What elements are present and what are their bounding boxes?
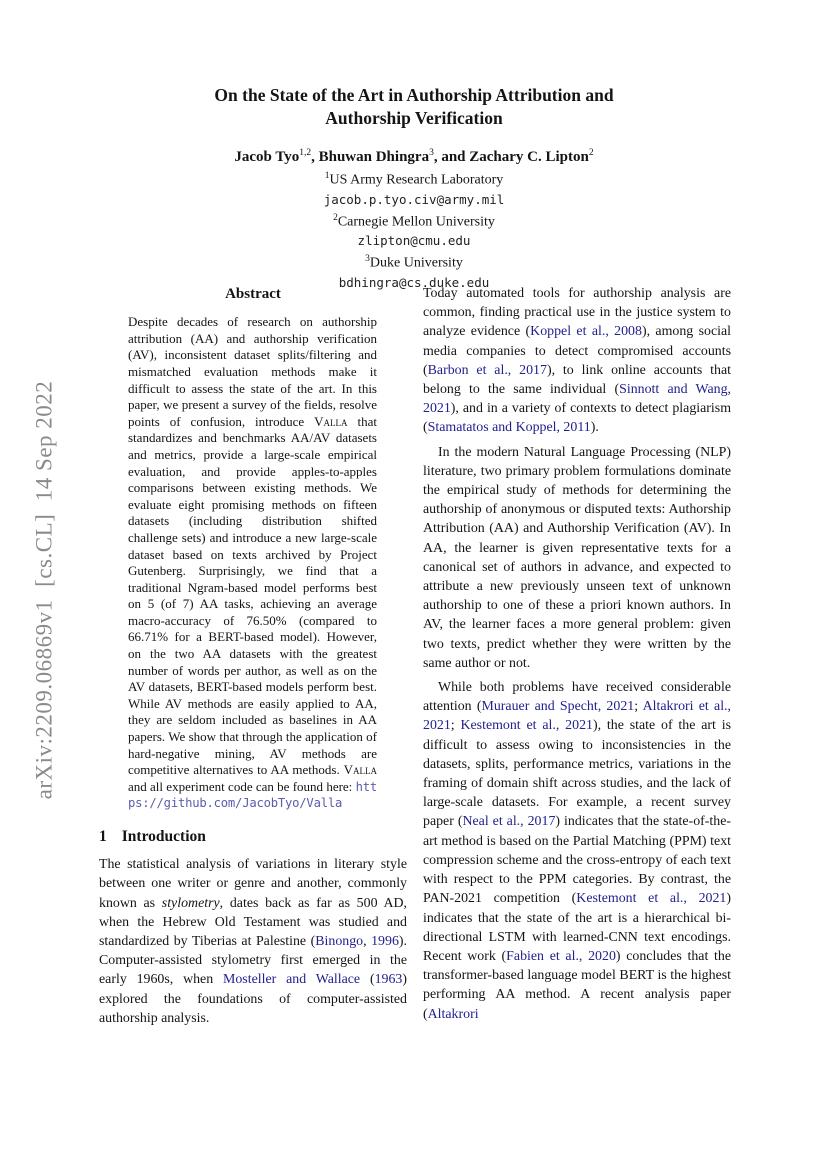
text-segment: ), among social media companies to detect compromised accounts (: [423, 324, 732, 378]
text-segment: Valla: [343, 762, 377, 778]
introduction-paragraph-1: [99, 855, 407, 1028]
citation-binongo[interactable]: Binongo: [315, 934, 364, 950]
citation-sinnott-wang-2021[interactable]: Sinnott and Wang, 2021: [423, 382, 731, 417]
citation-altakrori[interactable]: Altakrori: [427, 1006, 479, 1022]
section-heading-introduction: [99, 827, 407, 846]
text-segment: stylometry: [161, 895, 220, 911]
arxiv-watermark: arXiv:2209.06869v1 [cs.CL] 14 Sep 2022: [31, 380, 57, 800]
citation-mosteller-wallace[interactable]: Mosteller and Wallace: [223, 972, 361, 988]
text-segment: The statistical analysis of variations in literary style between one writer or genre and another, commonly known as: [99, 857, 407, 911]
affiliation-1-name: US Army Research Laboratory: [329, 172, 504, 188]
text-segment: ;: [450, 718, 461, 734]
text-segment: ), and in a variety of contexts to detect plagiarism (: [423, 401, 731, 436]
citation-mosteller-wallace-year[interactable]: 1963: [374, 972, 403, 988]
text-segment: While both problems have received considerable attention (: [423, 680, 731, 715]
introduction-paragraph-3: [423, 443, 731, 673]
affiliation-2: [99, 209, 729, 232]
text-segment: Today automated tools for authorship analysis are common, finding practical use in the justice system to analyze evidence (: [423, 286, 731, 340]
title-line-1: On the State of the Art in Authorship Attribution and: [214, 85, 614, 105]
citation-barbon-2017[interactable]: Barbon et al., 2017: [427, 362, 547, 378]
text-segment: ) indicates that the state-of-the-art method is based on the Partial Matching (PPM) text compression scheme and the cross-entropy of each text with respect to the PPM categories. By contrast, the PAN-2021 competition (: [423, 814, 731, 907]
citation-murauer-specht-2021[interactable]: Murauer and Specht, 2021: [481, 699, 635, 715]
citation-fabien-2020[interactable]: Fabien et al., 2020: [506, 948, 616, 964]
text-segment: 2: [588, 148, 594, 158]
introduction-paragraph-2: [423, 284, 731, 438]
citation-kestemont-2021[interactable]: Kestemont et al., 2021: [460, 718, 593, 734]
citation-altakrori-2021[interactable]: Altakrori et al., 2021: [423, 699, 732, 734]
text-segment: ), to link online accounts that belong to the same individual (: [423, 362, 731, 398]
author-1-email: jacob.p.tyo.civ@army.mil: [323, 191, 505, 207]
left-column: [99, 284, 407, 1033]
text-segment: Jacob Tyo: [234, 149, 300, 165]
text-segment: ) explored the foundations of computer-assisted authorship analysis.: [99, 972, 407, 1026]
right-column: [423, 284, 731, 1029]
text-segment: 1,2: [299, 148, 312, 158]
page-title: [99, 84, 729, 130]
abstract-text: [128, 314, 377, 812]
citation-koppel-2008[interactable]: Koppel et al., 2008: [530, 324, 642, 340]
author-2-email: zlipton@cmu.edu: [357, 233, 471, 249]
text-segment: , and Zachary C. Lipton: [433, 149, 589, 165]
text-segment: In the modern Natural Language Processing (NLP) literature, two primary problem formulations dominate the empirical study of methods for determining the authorship of anonymous or disputed texts: Authorship Attribution (AA) and Authorship Verification (AV). In AA, the learner is given representative texts for a canonical set of authors in advance, and expected to attribute a new previously unseen text of unknown authorship to one of these a priori known authors. In AV, the learner faces a more general problem: given two texts, predict whether they were written by the same author or not.: [423, 444, 731, 671]
text-segment: ,: [363, 934, 372, 950]
text-segment: (: [360, 972, 375, 988]
text-segment: ). Computer-assisted stylometry first emerged in the early 1960s, when: [99, 934, 407, 988]
affiliation-3: [99, 250, 729, 273]
text-segment: ) concludes that the transformer-based language model BERT is the highest performing AA method. A recent analysis paper (: [423, 948, 732, 1022]
text-segment: , dates back as far as 500 AD, when the Hebrew Old Testament was studied and standardized by Tiberias at Palestine (: [99, 895, 407, 950]
author-3-email: bdhingra@cs.duke.edu: [338, 274, 490, 290]
github-repo-link[interactable]: https://github.com/JacobTyo/Valla: [128, 779, 377, 811]
text-segment: 3: [429, 148, 434, 158]
affiliation-1-marker: 1: [324, 171, 330, 181]
paper-header: [99, 84, 729, 292]
text-segment: that standardizes and benchmarks AA/AV datasets and metrics, provide a large-scale empirical evaluation, and provide apples-to-apples comparisons between existing methods. We evaluate eight promising methods on fifteen datasets (including distribution shifted challenge sets) and introduce a new large-scale dataset based on texts archived by Project Gutenberg. Surprisingly, we find that a traditional Ngram-based model performs best on 5 (of 7) AA tasks, achieving an average macro-accuracy of 76.50% (compared to 66.71% for a BERT-based model). However, on the two AA datasets with the greatest number of words per author, as well as on the AV datasets, BERT-based models perform best. While AV methods are easily applied to AA, they are seldom included as baselines in AA papers. We show that through the application of hard-negative mining, AV methods are competitive alternatives to AA methods.: [128, 413, 377, 778]
text-segment: ).: [590, 420, 599, 436]
text-segment: ;: [634, 699, 643, 715]
affiliation-2-name: Carnegie Mellon University: [337, 214, 495, 230]
author-line: [99, 143, 729, 167]
text-segment: ) indicates that the state of the art is a hierarchical bi-directional LSTM with learned-CNN text encodings. Recent work (: [423, 891, 731, 964]
citation-neal-2017[interactable]: Neal et al., 2017: [462, 814, 556, 830]
affiliation-3-name: Duke University: [369, 255, 463, 271]
text-segment: , Bhuwan Dhingra: [311, 149, 430, 165]
abstract-heading: Abstract: [225, 286, 281, 302]
citation-kestemont-2021[interactable]: Kestemont et al., 2021: [576, 891, 727, 907]
text-segment: ), the state of the art is difficult to assess owing to inconsistencies in the datasets, splits, performance metrics, variations in the framing of domain shift across studies, and the lack of large-scale datasets. For example, a recent survey paper (: [423, 718, 731, 830]
text-segment: and all experiment code can be found here:: [128, 778, 356, 794]
introduction-paragraph-4: [423, 678, 731, 1024]
citation-stamatatos-koppel-2011[interactable]: Stamatatos and Koppel, 2011: [427, 420, 591, 436]
affiliation-3-marker: 3: [365, 254, 370, 265]
section-title: Introduction: [121, 828, 206, 846]
section-number: 1: [99, 828, 107, 846]
citation-binongo-year[interactable]: 1996: [371, 934, 399, 950]
title-line-2: Authorship Verification: [325, 108, 503, 128]
affiliation-1: [99, 167, 729, 190]
text-segment: Despite decades of research on authorship attribution (AA) and authorship verification (AV), inconsistent dataset splits/filtering and mismatched evaluation methods make it difficult to assess the state of the art. In this paper, we present a survey of the fields, resolve points of confusion, introduce: [128, 314, 377, 429]
text-segment: Valla: [314, 413, 348, 429]
affiliation-2-marker: 2: [333, 212, 338, 223]
